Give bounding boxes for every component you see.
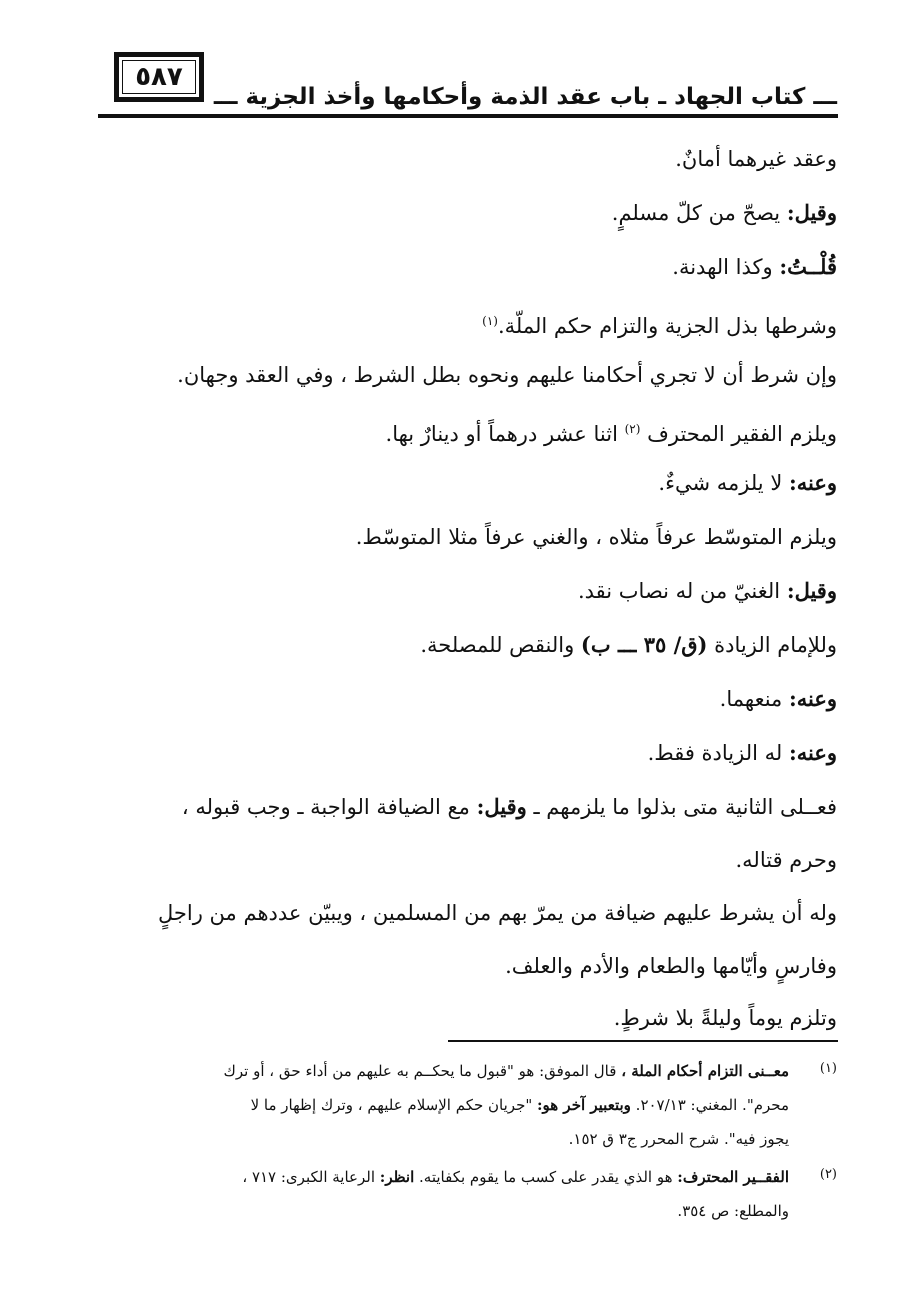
running-header: ـــ كتاب الجهاد ـ باب عقد الذمة وأحكامها وأخذ الجزية ـــ xyxy=(213,84,837,110)
bold-term: قُلْــتُ: xyxy=(779,254,837,279)
text-line xyxy=(97,726,837,780)
footnote-number: (١) xyxy=(819,1061,837,1076)
bold-term: الفقــير المحترف: xyxy=(677,1168,789,1186)
text-run: له الزيادة فقط. xyxy=(647,741,789,765)
footnote-line xyxy=(95,1088,789,1122)
bold-term: وعنه: xyxy=(788,740,837,765)
main-text xyxy=(97,132,837,1044)
text-line xyxy=(97,834,837,886)
text-run: وكذا الهدنة. xyxy=(672,255,780,279)
bold-term: وقيل: xyxy=(786,578,837,603)
text-run: والنقص للمصلحة. xyxy=(420,633,581,657)
text-run: قال الموفق: هو "قبول ما يحكــم به عليهم من أداء حق ، أو ترك xyxy=(223,1062,622,1080)
text-line xyxy=(97,456,837,510)
text-line xyxy=(97,294,837,348)
text-run: "جريان حكم الإسلام عليهم ، وترك إظهار ما لا xyxy=(250,1096,538,1114)
text-line xyxy=(97,402,837,456)
text-run: وشرطها بذل الجزية والتزام حكم الملّة. xyxy=(497,314,837,338)
text-run: ويلزم الفقير المحترف xyxy=(640,422,837,446)
text-line xyxy=(97,886,837,940)
text-run: والمطلع: ص ٣٥٤. xyxy=(677,1202,789,1220)
text-run: هو الذي يقدر على كسب ما يقوم بكفايته. xyxy=(414,1168,678,1186)
text-run: يصحّ من كلّ مسلمٍ. xyxy=(611,201,787,225)
text-line xyxy=(97,780,837,834)
bold-term: وقيل: xyxy=(476,794,527,819)
text-line xyxy=(97,564,837,618)
bold-term: معــنى التزام أحكام الملة ، xyxy=(621,1062,789,1080)
footnote-marker: (٢) xyxy=(624,422,641,436)
footnote-number: (٢) xyxy=(819,1167,837,1182)
footnote-line xyxy=(95,1160,789,1194)
bold-term: (ق/ ٣٥ ـــ ب) xyxy=(580,632,708,657)
footnote xyxy=(95,1160,837,1228)
text-run: يجوز فيه". شرح المحرر ج٣ ق ١٥٢. xyxy=(568,1130,789,1148)
footnote-line xyxy=(95,1122,789,1156)
text-run: اثنا عشر درهماً أو دينارٌ بها. xyxy=(385,422,625,446)
footnote-marker: (١) xyxy=(482,314,498,328)
footnotes xyxy=(95,1054,837,1228)
text-line xyxy=(97,672,837,726)
text-line xyxy=(97,240,837,294)
text-run: وإن شرط أن لا تجري أحكامنا عليهم ونحوه بطل الشرط ، وفي العقد وجهان. xyxy=(177,363,837,387)
footnote-line xyxy=(95,1054,789,1088)
text-run: وللإمام الزيادة xyxy=(707,633,837,657)
footnote-separator xyxy=(448,1040,838,1042)
bold-term: انظر: xyxy=(379,1168,415,1186)
text-run: الرعاية الكبرى: ٧١٧ ، xyxy=(242,1168,380,1186)
page-number: ٥٨٧ xyxy=(135,62,183,92)
text-line xyxy=(97,186,837,240)
text-line xyxy=(97,132,837,186)
footnote xyxy=(95,1054,837,1156)
text-run: وفارسٍ وأيّامها والطعام والأدم والعلف. xyxy=(505,954,837,978)
text-run: ويلزم المتوسّط عرفاً مثلاه ، والغني عرفاً مثلا المتوسّط. xyxy=(355,525,837,549)
bold-term: وعنه: xyxy=(788,470,837,495)
text-line xyxy=(97,618,837,672)
bold-term: وعنه: xyxy=(788,686,837,711)
page-number-box xyxy=(114,52,204,102)
header-rule xyxy=(98,114,838,118)
text-run: منعهما. xyxy=(719,687,789,711)
text-run: الغنيّ من له نصاب نقد. xyxy=(577,579,787,603)
text-run: وله أن يشرط عليهم ضيافة من يمرّ بهم من المسلمين ، ويبيّن عددهم من راجلٍ xyxy=(158,901,837,925)
text-line xyxy=(97,348,837,402)
bold-term: وقيل: xyxy=(786,200,837,225)
text-line xyxy=(97,940,837,992)
footnote-line xyxy=(95,1194,789,1228)
text-run: وعقد غيرهما أمانٌ. xyxy=(675,147,837,171)
text-run: محرم". المغني: ٢٠٧/١٣. xyxy=(630,1096,789,1114)
text-run: وتلزم يوماً وليلةً بلا شرطٍ. xyxy=(613,1006,837,1030)
text-run: لا يلزمه شيءٌ. xyxy=(658,471,789,495)
text-line xyxy=(97,992,837,1044)
text-run: وحرم قتاله. xyxy=(735,848,837,872)
bold-term: وبتعبير آخر هو: xyxy=(537,1096,631,1114)
text-run: مع الضيافة الواجبة ـ وجب قبوله ، xyxy=(181,795,477,819)
text-run: فعــلى الثانية متى بذلوا ما يلزمهم ـ xyxy=(526,795,837,819)
text-line xyxy=(97,510,837,564)
